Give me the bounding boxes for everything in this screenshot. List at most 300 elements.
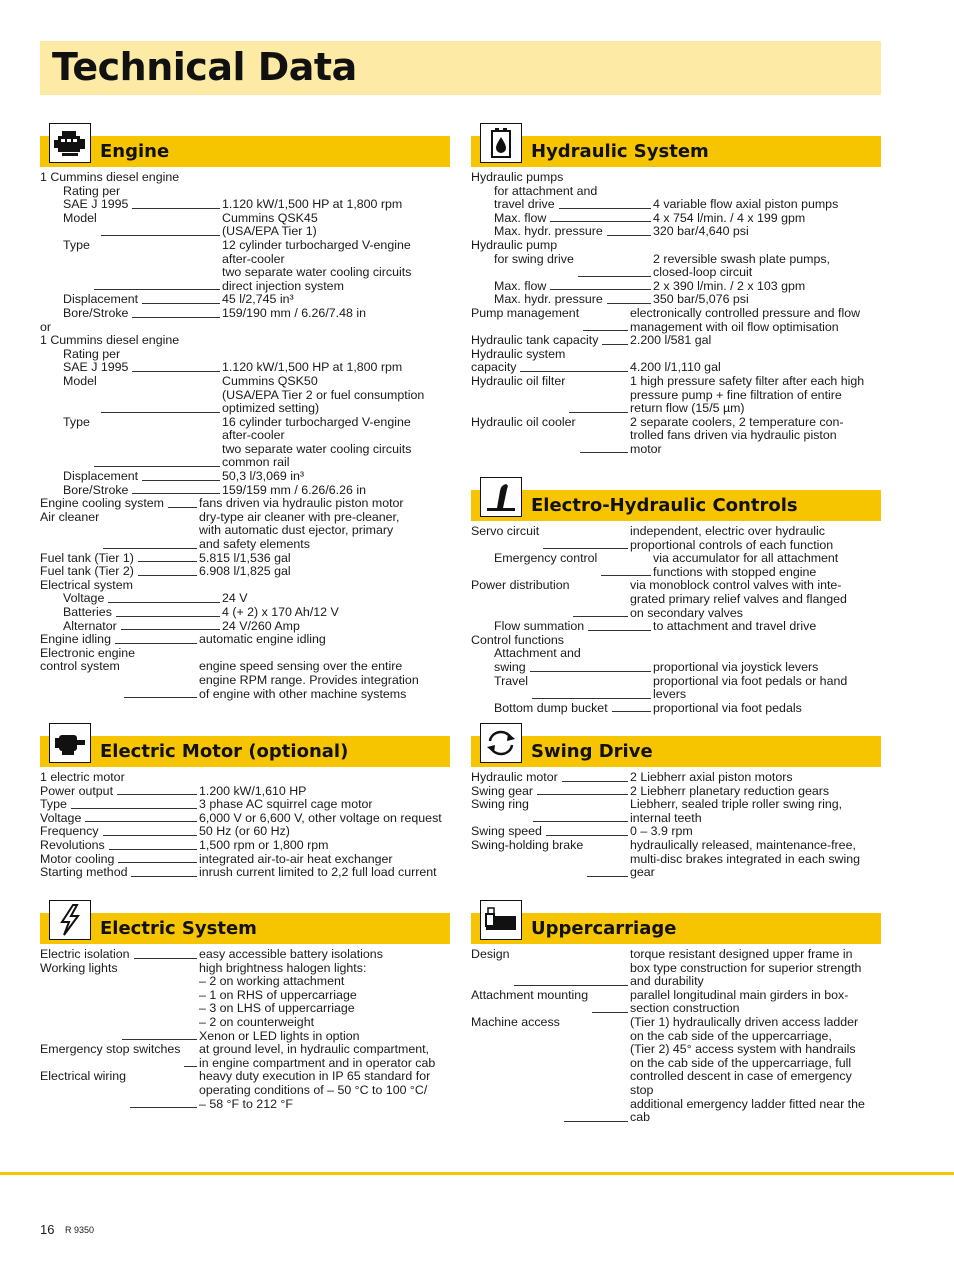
spec-label bbox=[40, 839, 199, 853]
spec-row bbox=[40, 839, 450, 853]
spec-label-text: Electrical system bbox=[40, 578, 133, 592]
electro-hydraulic-controls-rows bbox=[471, 525, 881, 715]
spec-row bbox=[471, 212, 881, 226]
spec-label-text: Working lights bbox=[40, 961, 118, 975]
section-title: Electric Motor (optional) bbox=[100, 741, 349, 762]
spec-label bbox=[40, 660, 199, 701]
spec-label-text: Flow summation bbox=[494, 620, 585, 634]
electro-hydraulic-controls-header bbox=[471, 477, 881, 521]
spec-label bbox=[471, 552, 653, 579]
spec-label-text: for attachment and bbox=[494, 184, 598, 198]
swing-drive-rows bbox=[471, 771, 881, 880]
spec-value: integrated air-to-air heat exchanger bbox=[199, 851, 393, 866]
hydraulic-tank-icon bbox=[480, 123, 522, 163]
spec-value: (Tier 1) hydraulically driven access ladder on the cab side of the uppercarriage, (Tier 2) 45° access system with handrails on the cab side of the uppercarriage, full controlled descent in case of emergency stop additional emergency ladder fitted near the cab bbox=[630, 1014, 865, 1125]
spec-value: engine speed sensing over the entire engine RPM range. Provides integration of engine with other machine systems bbox=[199, 659, 419, 701]
spec-row bbox=[40, 552, 450, 566]
spec-value: proportional via foot pedals bbox=[653, 700, 802, 715]
spec-row bbox=[471, 825, 881, 839]
spec-label bbox=[40, 866, 199, 880]
spec-label bbox=[40, 1043, 199, 1070]
engine-header bbox=[40, 123, 450, 167]
spec-value: high brightness halogen lights: – 2 on working attachment – 1 on RHS of uppercarriage – 3 on LHS of uppercarriage – 2 on counterweight Xenon or LED lights in option bbox=[199, 960, 367, 1043]
electric-system-header bbox=[40, 900, 450, 944]
spec-value: 2 Liebherr axial piston motors bbox=[630, 770, 793, 784]
spec-row bbox=[471, 702, 881, 716]
spec-row bbox=[471, 647, 881, 661]
spec-label bbox=[40, 785, 199, 799]
spec-row bbox=[40, 825, 450, 839]
spec-row bbox=[40, 171, 450, 185]
spec-row bbox=[40, 771, 450, 785]
uppercarriage-section bbox=[471, 900, 881, 1125]
spec-label bbox=[40, 416, 222, 470]
spec-label-text: travel drive bbox=[494, 198, 555, 212]
spec-label-text: Hydraulic oil filter bbox=[471, 374, 566, 388]
spec-label-text: Hydraulic tank capacity bbox=[471, 334, 599, 348]
spec-row bbox=[40, 212, 450, 239]
spec-value: 2.200 l/581 gal bbox=[630, 333, 712, 348]
engine-section bbox=[40, 123, 450, 701]
spec-label-text: Emergency control bbox=[494, 552, 598, 566]
spec-row bbox=[40, 565, 450, 579]
hydraulic-system-header bbox=[471, 123, 881, 167]
spec-value bbox=[199, 579, 450, 593]
spec-label bbox=[471, 839, 630, 880]
uppercarriage-header bbox=[471, 900, 881, 944]
spec-label bbox=[40, 198, 222, 212]
spec-label bbox=[471, 253, 653, 280]
spec-label bbox=[40, 798, 199, 812]
spec-label-text: Model bbox=[63, 211, 97, 225]
spec-value bbox=[630, 348, 881, 362]
section-title: Electric System bbox=[100, 918, 257, 939]
uppercarriage-icon bbox=[480, 900, 522, 940]
page-number: 16 bbox=[40, 1222, 55, 1237]
swing-drive-section bbox=[471, 723, 881, 880]
spec-row bbox=[40, 660, 450, 701]
spec-row bbox=[40, 579, 450, 593]
spec-label-text: Bore/Stroke bbox=[63, 306, 129, 320]
spec-label-text: Displacement bbox=[63, 470, 139, 484]
spec-label bbox=[471, 620, 653, 634]
spec-label bbox=[40, 307, 222, 321]
spec-label bbox=[40, 348, 222, 362]
spec-label bbox=[471, 280, 653, 294]
spec-row bbox=[40, 1070, 450, 1111]
spec-label-text: for swing drive bbox=[494, 252, 574, 266]
spec-label bbox=[40, 647, 199, 661]
spec-value: 50,3 l/3,069 in³ bbox=[222, 469, 304, 484]
spec-label-text: swing bbox=[494, 660, 526, 674]
spec-row bbox=[40, 348, 450, 362]
spec-value: proportional via foot pedals or hand levers bbox=[653, 673, 848, 702]
spec-row bbox=[471, 579, 881, 620]
spec-value: 0 – 3.9 rpm bbox=[630, 824, 693, 839]
spec-value: 2 reversible swash plate pumps, closed-loop circuit bbox=[653, 251, 830, 280]
spec-label-text: Rating per bbox=[63, 184, 121, 198]
spec-value: 1.200 kW/1,610 HP bbox=[199, 783, 307, 798]
spec-label bbox=[471, 525, 630, 552]
spec-row bbox=[40, 866, 450, 880]
spec-label bbox=[40, 606, 222, 620]
spec-row bbox=[40, 293, 450, 307]
rotation-arrows-icon bbox=[480, 723, 522, 763]
spec-label bbox=[471, 798, 630, 825]
spec-value bbox=[222, 185, 450, 199]
electric-system-section bbox=[40, 900, 450, 1111]
spec-value bbox=[653, 647, 881, 661]
spec-row bbox=[471, 375, 881, 416]
spec-label-text: Hydraulic motor bbox=[471, 771, 558, 784]
spec-value: via accumulator for all attachment functions with stopped engine bbox=[653, 551, 839, 579]
spec-row bbox=[40, 812, 450, 826]
spec-label-text: 1 Cummins diesel engine bbox=[40, 171, 180, 184]
lightning-icon bbox=[49, 900, 91, 940]
spec-row bbox=[40, 1043, 450, 1070]
spec-label-text: Max. hydr. pressure bbox=[494, 225, 603, 239]
spec-label-text: Voltage bbox=[40, 811, 82, 825]
spec-row bbox=[471, 785, 881, 799]
spec-row bbox=[40, 785, 450, 799]
spec-value: 2 Liebherr planetary reduction gears bbox=[630, 783, 830, 798]
spec-value: inrush current limited to 2,2 full load current bbox=[199, 865, 437, 880]
spec-row bbox=[471, 334, 881, 348]
spec-row bbox=[471, 839, 881, 880]
spec-row bbox=[40, 647, 450, 661]
spec-label-text: Rating per bbox=[63, 347, 121, 361]
spec-value bbox=[199, 171, 450, 185]
spec-label-text: Bottom dump bucket bbox=[494, 701, 608, 715]
spec-row bbox=[40, 321, 450, 335]
spec-label-text: Swing gear bbox=[471, 784, 533, 798]
spec-row bbox=[40, 375, 450, 416]
spec-label bbox=[471, 293, 653, 307]
electric-motor-rows bbox=[40, 771, 450, 880]
spec-label-text: Model bbox=[63, 374, 97, 388]
spec-label bbox=[40, 1070, 199, 1111]
title-bar bbox=[40, 41, 881, 95]
spec-label-text: SAE J 1995 bbox=[63, 361, 129, 375]
spec-value: 4.200 l/1,110 gal bbox=[630, 360, 721, 375]
spec-value bbox=[199, 647, 450, 661]
spec-label bbox=[40, 334, 199, 348]
spec-label-text: Control functions bbox=[471, 633, 564, 647]
spec-row bbox=[471, 185, 881, 199]
engine-icon bbox=[49, 123, 91, 163]
spec-label-text: Design bbox=[471, 948, 510, 961]
spec-label bbox=[40, 552, 199, 566]
spec-value: 1.120 kW/1,500 HP at 1,800 rpm bbox=[222, 360, 403, 375]
spec-label-text: Batteries bbox=[63, 606, 112, 619]
spec-label bbox=[471, 948, 630, 989]
spec-label-text: Voltage bbox=[63, 592, 105, 606]
spec-label bbox=[40, 620, 222, 634]
spec-label bbox=[471, 634, 630, 648]
spec-label-text: Frequency bbox=[40, 825, 99, 839]
spec-row bbox=[471, 280, 881, 294]
electric-motor-icon bbox=[49, 723, 91, 763]
spec-label bbox=[40, 948, 199, 962]
spec-value: 1.120 kW/1,500 HP at 1,800 rpm bbox=[222, 197, 403, 212]
spec-label bbox=[471, 579, 630, 620]
spec-value: parallel longitudinal main girders in box- section construction bbox=[630, 987, 849, 1016]
spec-label-text: Engine idling bbox=[40, 633, 111, 647]
spec-row bbox=[471, 525, 881, 552]
document-id: R 9350 bbox=[65, 1225, 95, 1235]
spec-label bbox=[471, 185, 653, 199]
hydraulic-system-rows bbox=[471, 171, 881, 456]
spec-value: Cummins QSK50 (USA/EPA Tier 2 or fuel consumption optimized setting) bbox=[222, 373, 425, 416]
spec-label bbox=[40, 511, 199, 552]
spec-label bbox=[471, 375, 630, 416]
spec-value bbox=[630, 634, 881, 648]
spec-label-text: Displacement bbox=[63, 293, 139, 307]
spec-label bbox=[471, 416, 630, 457]
spec-label-text: Emergency stop switches bbox=[40, 1043, 181, 1057]
spec-label-text: Motor cooling bbox=[40, 852, 115, 866]
spec-value: 2 x 390 l/min. / 2 x 103 gpm bbox=[653, 278, 806, 293]
electric-motor-header bbox=[40, 723, 450, 767]
spec-row bbox=[40, 962, 450, 1044]
spec-row bbox=[471, 239, 881, 253]
spec-label-text: Type bbox=[40, 798, 67, 812]
electric-system-rows bbox=[40, 948, 450, 1111]
spec-label-text: Electrical wiring bbox=[40, 1070, 127, 1084]
spec-value bbox=[653, 185, 881, 199]
spec-value: 1 high pressure safety filter after each high pressure pump + fine filtration of entire return flow (15/5 µm) bbox=[630, 373, 865, 416]
spec-row bbox=[40, 798, 450, 812]
spec-row bbox=[40, 334, 450, 348]
spec-row bbox=[40, 606, 450, 620]
spec-value: to attachment and travel drive bbox=[653, 619, 817, 634]
section-title: Uppercarriage bbox=[531, 918, 677, 939]
spec-label-text: Max. flow bbox=[494, 211, 547, 225]
spec-label bbox=[40, 470, 222, 484]
spec-value: torque resistant designed upper frame in box type construction for superior strength and durability bbox=[630, 947, 862, 989]
spec-value: 4 x 754 l/min. / 4 x 199 gpm bbox=[653, 210, 806, 225]
spec-label bbox=[471, 212, 653, 226]
spec-label-text: SAE J 1995 bbox=[63, 198, 129, 212]
spec-value: 50 Hz (or 60 Hz) bbox=[199, 824, 290, 839]
spec-row bbox=[40, 361, 450, 375]
spec-label-text: Hydraulic pumps bbox=[471, 171, 564, 184]
spec-value: via monoblock control valves with inte- grated primary relief valves and flanged on secondary valves bbox=[630, 578, 847, 620]
spec-row bbox=[471, 771, 881, 785]
spec-value: 320 bar/4,640 psi bbox=[653, 224, 749, 239]
spec-value: 4 variable flow axial piston pumps bbox=[653, 197, 839, 212]
spec-label bbox=[40, 497, 199, 511]
spec-label-text: Type bbox=[63, 415, 90, 429]
spec-label-text: 1 Cummins diesel engine bbox=[40, 334, 180, 348]
spec-row bbox=[471, 675, 881, 702]
spec-label-text: control system bbox=[40, 660, 120, 674]
spec-label-text: Hydraulic oil cooler bbox=[471, 415, 576, 429]
spec-row bbox=[471, 1016, 881, 1125]
spec-label bbox=[471, 1016, 630, 1125]
spec-label-text: Power output bbox=[40, 784, 114, 798]
spec-row bbox=[471, 989, 881, 1016]
spec-label bbox=[40, 212, 222, 239]
spec-value: independent, electric over hydraulic proportional controls of each function bbox=[630, 524, 834, 552]
spec-value bbox=[199, 334, 450, 348]
spec-row bbox=[471, 416, 881, 457]
spec-label-text: Machine access bbox=[471, 1015, 560, 1029]
spec-label-text: Swing ring bbox=[471, 798, 529, 812]
page-title: Technical Data bbox=[52, 45, 357, 89]
spec-row bbox=[40, 470, 450, 484]
spec-value bbox=[222, 348, 450, 362]
footer-rule bbox=[0, 1172, 954, 1175]
spec-row bbox=[471, 552, 881, 579]
spec-label-text: Type bbox=[63, 238, 90, 252]
spec-label bbox=[40, 962, 199, 1044]
spec-row bbox=[40, 239, 450, 293]
spec-label-text: Swing-holding brake bbox=[471, 838, 584, 852]
spec-value: easy accessible battery isolations bbox=[199, 947, 383, 961]
spec-label-text: Fuel tank (Tier 2) bbox=[40, 565, 134, 579]
spec-value: heavy duty execution in IP 65 standard for operating conditions of – 50 °C to 100 °C/ – 58 °F to 212 °F bbox=[199, 1069, 431, 1111]
spec-label bbox=[471, 225, 653, 239]
spec-row bbox=[471, 198, 881, 212]
section-title: Hydraulic System bbox=[531, 141, 709, 162]
electro-hydraulic-controls-section bbox=[471, 477, 881, 715]
spec-label-text: Electric isolation bbox=[40, 948, 130, 961]
spec-label-text: Bore/Stroke bbox=[63, 483, 129, 497]
spec-label bbox=[40, 579, 199, 593]
spec-value: 2 separate coolers, 2 temperature con- trolled fans driven via hydraulic piston motor bbox=[630, 414, 844, 456]
spec-label-text: Electronic engine bbox=[40, 646, 136, 660]
spec-label bbox=[471, 307, 630, 334]
spec-row bbox=[471, 798, 881, 825]
spec-label bbox=[40, 171, 199, 185]
spec-label-text: Max. flow bbox=[494, 279, 547, 293]
spec-value: 1,500 rpm or 1,800 rpm bbox=[199, 837, 329, 852]
spec-label bbox=[471, 647, 653, 661]
spec-value: Cummins QSK45 (USA/EPA Tier 1) bbox=[222, 210, 318, 239]
spec-label bbox=[40, 565, 199, 579]
spec-label-text: Attachment and bbox=[494, 647, 581, 661]
spec-row bbox=[40, 307, 450, 321]
spec-row bbox=[40, 198, 450, 212]
spec-label bbox=[40, 293, 222, 307]
spec-label-text: Swing speed bbox=[471, 825, 542, 839]
spec-label-text: capacity bbox=[471, 361, 517, 375]
spec-value: automatic engine idling bbox=[199, 632, 326, 647]
spec-value: dry-type air cleaner with pre-cleaner, with automatic dust ejector, primary and safety elements bbox=[199, 509, 400, 552]
spec-label-text: Alternator bbox=[63, 619, 117, 633]
spec-label-text: Attachment mounting bbox=[471, 988, 589, 1002]
section-title: Electro-Hydraulic Controls bbox=[531, 495, 798, 516]
spec-row bbox=[40, 185, 450, 199]
spec-value: 12 cylinder turbocharged V-engine after-cooler two separate water cooling circuits direct injection system bbox=[222, 237, 412, 293]
spec-value: 6.908 l/1,825 gal bbox=[199, 564, 291, 579]
spec-label-text: Power distribution bbox=[471, 579, 570, 593]
spec-label-text: 1 electric motor bbox=[40, 771, 125, 784]
spec-label-text: Revolutions bbox=[40, 838, 105, 852]
spec-label bbox=[40, 375, 222, 416]
spec-row bbox=[40, 416, 450, 470]
spec-value: at ground level, in hydraulic compartment, in engine compartment and in operator cab bbox=[199, 1042, 436, 1070]
spec-label bbox=[40, 185, 222, 199]
spec-value: 159/159 mm / 6.26/6.26 in bbox=[222, 482, 366, 497]
spec-label-text: Hydraulic pump bbox=[471, 238, 558, 252]
section-title: Swing Drive bbox=[531, 741, 653, 762]
spec-row bbox=[40, 484, 450, 498]
spec-label bbox=[40, 239, 222, 293]
spec-label bbox=[471, 702, 653, 716]
spec-row bbox=[471, 253, 881, 280]
spec-value: 45 l/2,745 in³ bbox=[222, 292, 294, 307]
spec-label bbox=[40, 361, 222, 375]
spec-row bbox=[471, 948, 881, 989]
spec-label bbox=[40, 825, 199, 839]
spec-label-text: Engine cooling system bbox=[40, 497, 164, 511]
spec-label bbox=[471, 239, 630, 253]
spec-label-text: Travel bbox=[494, 674, 528, 688]
spec-label bbox=[471, 675, 653, 702]
spec-value: fans driven via hydraulic piston motor bbox=[199, 496, 404, 511]
spec-value: 24 V bbox=[222, 591, 248, 606]
spec-label bbox=[40, 771, 199, 785]
spec-label bbox=[471, 171, 630, 185]
spec-value: 5.815 l/1,536 gal bbox=[199, 550, 291, 565]
spec-row bbox=[471, 361, 881, 375]
spec-row bbox=[40, 511, 450, 552]
spec-label-text: Pump management bbox=[471, 306, 580, 320]
spec-value: 3 phase AC squirrel cage motor bbox=[199, 797, 373, 812]
uppercarriage-rows bbox=[471, 948, 881, 1125]
spec-label-text: Servo circuit bbox=[471, 525, 540, 538]
spec-value: electronically controlled pressure and flow management with oil flow optimisation bbox=[630, 305, 861, 334]
spec-value: 24 V/260 Amp bbox=[222, 618, 300, 633]
spec-value bbox=[630, 171, 881, 185]
spec-value: 6,000 V or 6,600 V, other voltage on request bbox=[199, 810, 442, 825]
spec-label-text: Max. hydr. pressure bbox=[494, 293, 603, 307]
spec-label bbox=[40, 321, 199, 335]
spec-label bbox=[40, 812, 199, 826]
section-title: Engine bbox=[100, 141, 170, 162]
spec-value bbox=[199, 321, 450, 335]
spec-value bbox=[630, 239, 881, 253]
spec-label bbox=[471, 361, 630, 375]
spec-label bbox=[471, 989, 630, 1016]
spec-label bbox=[471, 198, 653, 212]
spec-label bbox=[471, 825, 630, 839]
spec-label bbox=[40, 633, 199, 647]
spec-row bbox=[40, 620, 450, 634]
spec-label bbox=[471, 785, 630, 799]
spec-row bbox=[471, 171, 881, 185]
spec-label-text: Hydraulic system bbox=[471, 347, 566, 361]
spec-label-text: Air cleaner bbox=[40, 510, 100, 524]
spec-label-text: Fuel tank (Tier 1) bbox=[40, 551, 134, 565]
electric-motor-section bbox=[40, 723, 450, 880]
spec-value: 16 cylinder turbocharged V-engine after-cooler two separate water cooling circuits common rail bbox=[222, 414, 412, 470]
spec-row bbox=[40, 592, 450, 606]
spec-row bbox=[40, 948, 450, 962]
spec-label bbox=[471, 661, 653, 675]
spec-row bbox=[40, 853, 450, 867]
spec-row bbox=[471, 661, 881, 675]
spec-label bbox=[40, 484, 222, 498]
spec-label bbox=[471, 348, 630, 362]
spec-value bbox=[199, 771, 450, 785]
joystick-icon bbox=[480, 477, 522, 517]
spec-label-text: or bbox=[40, 320, 52, 334]
spec-row bbox=[471, 348, 881, 362]
spec-value: hydraulically released, maintenance-free, multi-disc brakes integrated in each swing gear bbox=[630, 837, 861, 880]
